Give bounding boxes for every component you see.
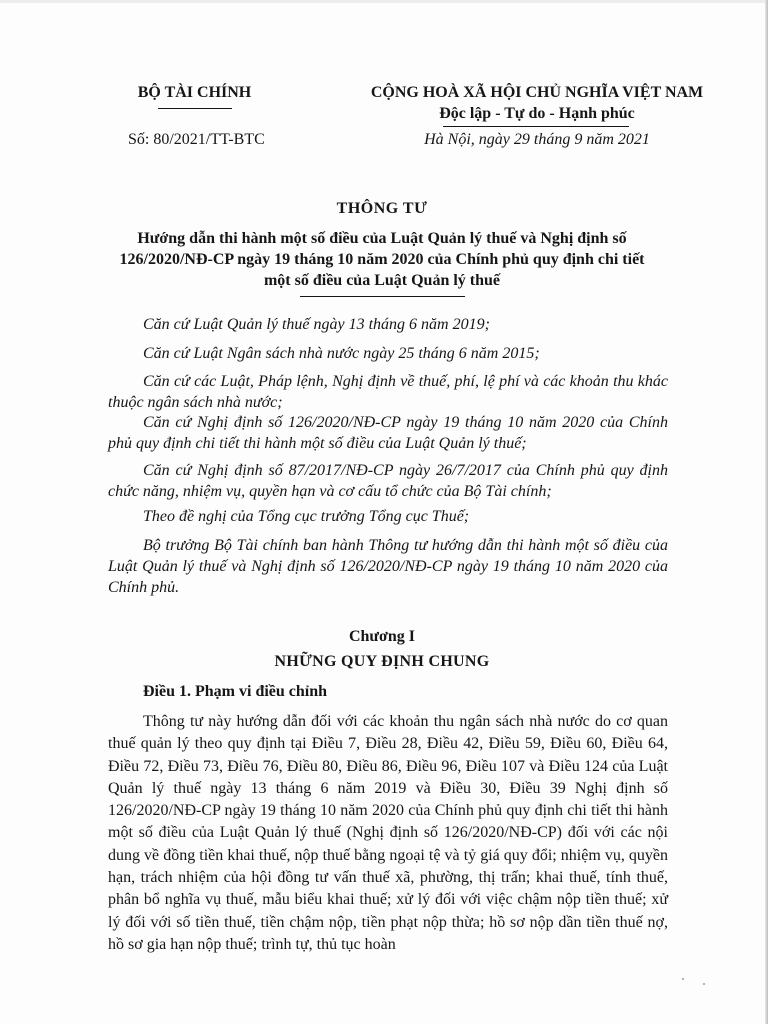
document-number: Số: 80/2021/TT-BTC <box>128 131 265 148</box>
place-and-date: Hà Nội, ngày 29 tháng 9 năm 2021 <box>424 131 650 148</box>
legal-basis-1: Căn cứ Luật Quản lý thuế ngày 13 tháng 6 năm 2019; <box>143 316 490 333</box>
subject-underline <box>300 296 465 297</box>
legal-basis-5: Căn cứ Nghị định số 87/2017/NĐ-CP ngày 26/7/2017 của Chính phủ quy định chức năng, nhiệm vụ, quyền hạn và cơ cấu tổ chức của Bộ Tài chính; <box>108 462 668 500</box>
issuing-ministry: BỘ TÀI CHÍNH <box>137 84 252 101</box>
scan-speck <box>682 978 684 980</box>
article-heading: Điều 1. Phạm vi điều chỉnh <box>143 683 328 700</box>
motto-underline <box>443 126 629 127</box>
scan-speck <box>703 983 705 985</box>
national-title: CỘNG HOÀ XÃ HỘI CHỦ NGHĨA VIỆT NAM <box>370 84 704 101</box>
document-type: THÔNG TƯ <box>336 200 428 217</box>
legal-basis-4: Căn cứ Nghị định số 126/2020/NĐ-CP ngày 19 tháng 10 năm 2020 của Chính phủ quy định chi tiết thi hành một số điều của Luật Quản lý thuế; <box>108 414 668 452</box>
legal-basis-3: Căn cứ các Luật, Pháp lệnh, Nghị định về thuế, phí, lệ phí và các khoản thu khác thuộc ngân sách nhà nước; <box>108 373 668 411</box>
national-motto: Độc lập - Tự do - Hạnh phúc <box>439 105 635 122</box>
legal-basis-2: Căn cứ Luật Ngân sách nhà nước ngày 25 tháng 6 năm 2015; <box>143 345 540 362</box>
chapter-number: Chương I <box>348 628 416 645</box>
document-subject: Hướng dẫn thi hành một số điều của Luật Quản lý thuế và Nghị định số 126/2020/NĐ-CP ngày 19 tháng 10 năm 2020 của Chính phủ quy định chi tiết một số điều của Luật Quản lý thuế <box>119 230 645 289</box>
legal-basis-6: Theo đề nghị của Tổng cục trưởng Tổng cục Thuế; <box>143 508 470 525</box>
chapter-title: NHỮNG QUY ĐỊNH CHUNG <box>274 653 490 670</box>
scan-top-edge <box>0 0 768 3</box>
ministry-underline <box>158 108 232 109</box>
legal-basis-7: Bộ trưởng Bộ Tài chính ban hành Thông tư hướng dẫn thi hành một số điều của Luật Quản lý thuế và Nghị định số 126/2020/NĐ-CP ngày 19 tháng 10 năm 2020 của Chính phủ. <box>108 537 668 596</box>
article-body: Thông tư này hướng dẫn đối với các khoản thu ngân sách nhà nước do cơ quan thuế quản lý theo quy định tại Điều 7, Điều 28, Điều 42, Điều 59, Điều 60, Điều 64, Điều 72, Điều 73, Điều 76, Điều 80, Điều 86, Điều 96, Điều 107 và Điều 124 của Luật Quản lý thuế ngày 13 tháng 6 năm 2019 và Điều 30, Điều 39 Nghị định số 126/2020/NĐ-CP ngày 19 tháng 10 năm 2020 của Chính phủ quy định chi tiết thi hành một số điều của Luật Quản lý thuế (Nghị định số 126/2020/NĐ-CP) đối với các nội dung về đồng tiền khai thuế, nộp thuế bằng ngoại tệ và tỷ giá quy đổi; nhiệm vụ, quyền hạn, trách nhiệm của hội đồng tư vấn thuế xã, phường, thị trấn; khai thuế, tính thuế, phân bổ nghĩa vụ thuế, mẫu biểu khai thuế; xử lý đối với việc chậm nộp tiền thuế; xử lý đối với số tiền thuế, tiền chậm nộp, tiền phạt nộp thừa; hồ sơ nộp dần tiền thuế nợ, hồ sơ gia hạn nộp thuế; trình tự, thủ tục hoàn <box>108 713 668 953</box>
